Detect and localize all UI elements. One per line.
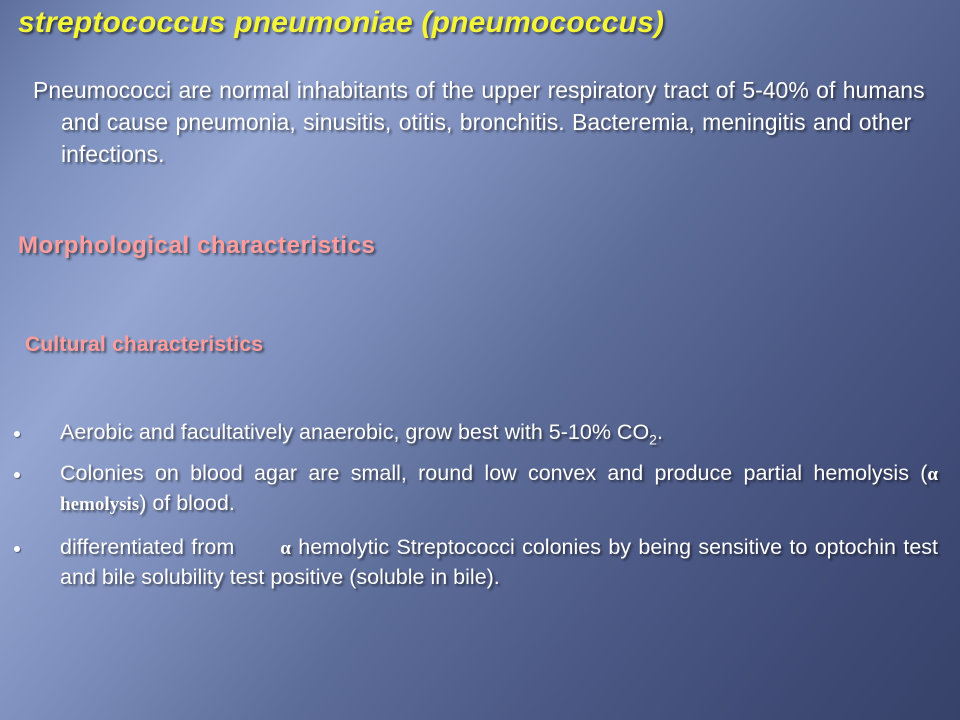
bullet-aerobic-text: Aerobic and facultatively anaerobic, grow best with 5-10% CO — [60, 420, 650, 444]
bullet-dot-icon — [14, 472, 20, 478]
intro-line-1: Pneumococci are normal inhabitants of the upper respiratory tract of — [33, 77, 735, 103]
bullet-colonies — [14, 459, 938, 519]
cultural-bullet-list — [14, 418, 938, 605]
bullet-dot-icon — [14, 546, 20, 552]
co2-subscript: 2 — [649, 431, 657, 448]
bullet-dot-icon — [14, 431, 20, 437]
bullet-colonies-after: ) of blood. — [139, 491, 235, 515]
bullet-differentiated-after: hemolytic Streptococci colonies by being sensitive to optochin test and bile solubility test positive (soluble in bile). — [60, 535, 938, 589]
intro-paragraph — [33, 74, 933, 170]
cultural-heading: Cultural characteristics — [25, 333, 264, 356]
slide-title: streptococcus pneumoniae (pneumococcus) — [18, 6, 665, 39]
intro-line-rest: 5-40% of humans and cause pneumonia, sinusitis, otitis, bronchitis. Bacteremia, meningitis and other infections. — [61, 77, 925, 167]
bullet-differentiated-before: differentiated from — [60, 535, 235, 559]
bullet-colonies-before: Colonies on blood agar are small, round low convex and produce partial hemolysis ( — [60, 461, 928, 485]
bullet-differentiated — [14, 533, 938, 591]
alpha-hemolysis-term: α hemolysis — [60, 464, 938, 515]
bullet-aerobic — [14, 418, 938, 446]
alpha-symbol: α — [280, 538, 291, 559]
bullet-aerobic-end: . — [656, 420, 663, 444]
morphological-heading: Morphological characteristics — [18, 232, 376, 259]
